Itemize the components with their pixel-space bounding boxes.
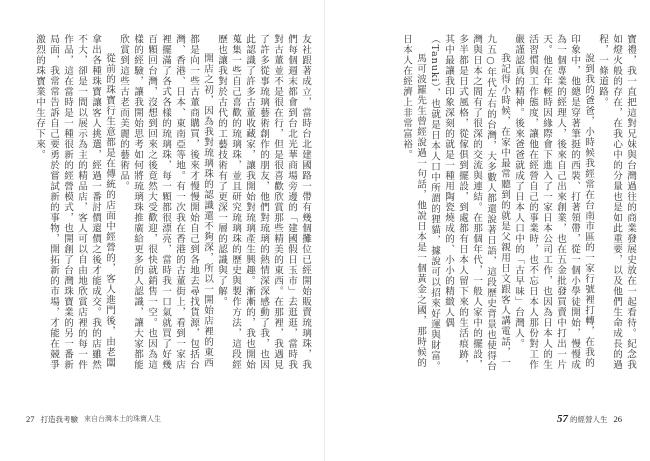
logo-number: 57 bbox=[557, 413, 568, 425]
left-page-number: 27 bbox=[26, 414, 35, 424]
right-page-number: 26 bbox=[613, 414, 622, 424]
logo-text: 的經營人生 bbox=[570, 415, 608, 424]
right-paragraph-4: 馬可波羅先生曾經說過一句話，他說日本是一個黃金之國，那時候的日本人在經濟上非常富裕。 bbox=[401, 34, 426, 369]
book-logo bbox=[557, 413, 608, 425]
right-page-body bbox=[331, 34, 637, 372]
right-paragraph-2: 說到我的爸爸，小時候我經常在台南市區的一家行號裡打轉，在我的印象中，他總是穿著筆挺的西裝、打著領帶，從一個小學徒開始，慢慢成為一個專業的經理人，後來自己出來創業，也在五金批發買賣中打出一片天。他在年輕時因緣際會下進入了一家日本公司工作，也因為日本人的生活習慣與工作態度，讓他在經營自己的事業時，也不忘日本人那份對工作嚴謹認真的精神。後來爸爸就成了日本人口中的「古早味」台灣人。 bbox=[513, 34, 594, 370]
left-paragraph-1: 友社跟著成立，當時台北建國路一帶有幾個攤位已經開始販賣琉璃珠，我們每個週末都會到台北光華商場旁邊的「建國假日玉市」去逛逛，當時我對古董並不是很在行，但是很喜歡欣賞那些精美的東西。在那裡，我遇見了許多從事琉璃藝術創作的朋友，他們對琉璃的熱情深深感動了我，也因此認識了許多古董收藏家，讓我開始對琉璃產生興趣。漸漸的，我也開始蒐集一些自己喜歡的琉璃珠，並且研究琉璃珠的歷史與製作方法，這段經歷也讓我對於古代的工藝技術有了更深一層的認識與了解。 bbox=[216, 34, 311, 370]
right-paragraph-1: 寶禮，我一直把這對兄妹與台灣過往的商業發展史放在一起看待。紀念我如燈火般的存在，在我心中的分量也是如此重要，以及他們生命成長的過程，一條道路。 bbox=[597, 34, 636, 370]
left-page-body bbox=[26, 34, 312, 372]
left-paragraph-2: 開店之初，因為我對琉璃珠的認識還不夠深，所以一開始店裡的東西都是向一些古董商購買，後來才慢慢開始自己到各地去尋找貨源，包括台灣、香港、日本、東南亞等地。有一次我在香港的古董街上，看到一家店裡擺滿了各式各樣的琉璃珠，每一顆都很漂亮，當時我一口氣就買了好幾百顆回台灣，沒想到回來之後竟然大受歡迎，很快就銷售一空。也因為這樣的經驗，讓我開始思考如何將琉璃珠推廣給更多的人認識，讓大家都能欣賞到這些古老而美麗的藝術品。 bbox=[118, 34, 213, 370]
right-footer bbox=[557, 411, 622, 427]
chapter-title: 來自台灣本土的珠寶人生 bbox=[84, 415, 161, 423]
left-footer bbox=[26, 411, 161, 427]
right-paragraph-3: 我記得小時候，在家中最常聽到的就是父親用日文跟客人講電話，一九五○年代左右的台灣，大多數人都還說著日語，這段歷史背景也使得台灣與日本之間有了很深的交流與連結。在那個年代，一般人家中的擺設，多半都是日式風格，從傢俱到擺設，到處都有日本人留下來的生活痕跡，其中最讓我印象深刻的就是一種用陶瓷燒成的、小小的精緻人偶（Tanuki），也就是日本人口中所謂的狸貓，據說可以招來好運與財富。 bbox=[429, 34, 510, 372]
right-page bbox=[325, 0, 650, 461]
book-title: 打造我考驗 bbox=[40, 414, 78, 424]
left-paragraph-3: 從前的珠寶行生意都是在傳統的店面中經營的，客人進門後，由老闆拿出各種珠寶讓客人挑選，經過一番討價還價之後才能成交。我的店雖然不大，卻是一間以展示為主的精品店，客人可以自由地欣賞店裡的每一件作品，這在當時是一種很新的經營模式，也開創了台灣珠寶業的另一番新局面，我常常告訴自己要勇於嘗試新的事物，開拓新的市場，才能在競爭激烈的珠寶業中生存下來。 bbox=[34, 34, 115, 370]
